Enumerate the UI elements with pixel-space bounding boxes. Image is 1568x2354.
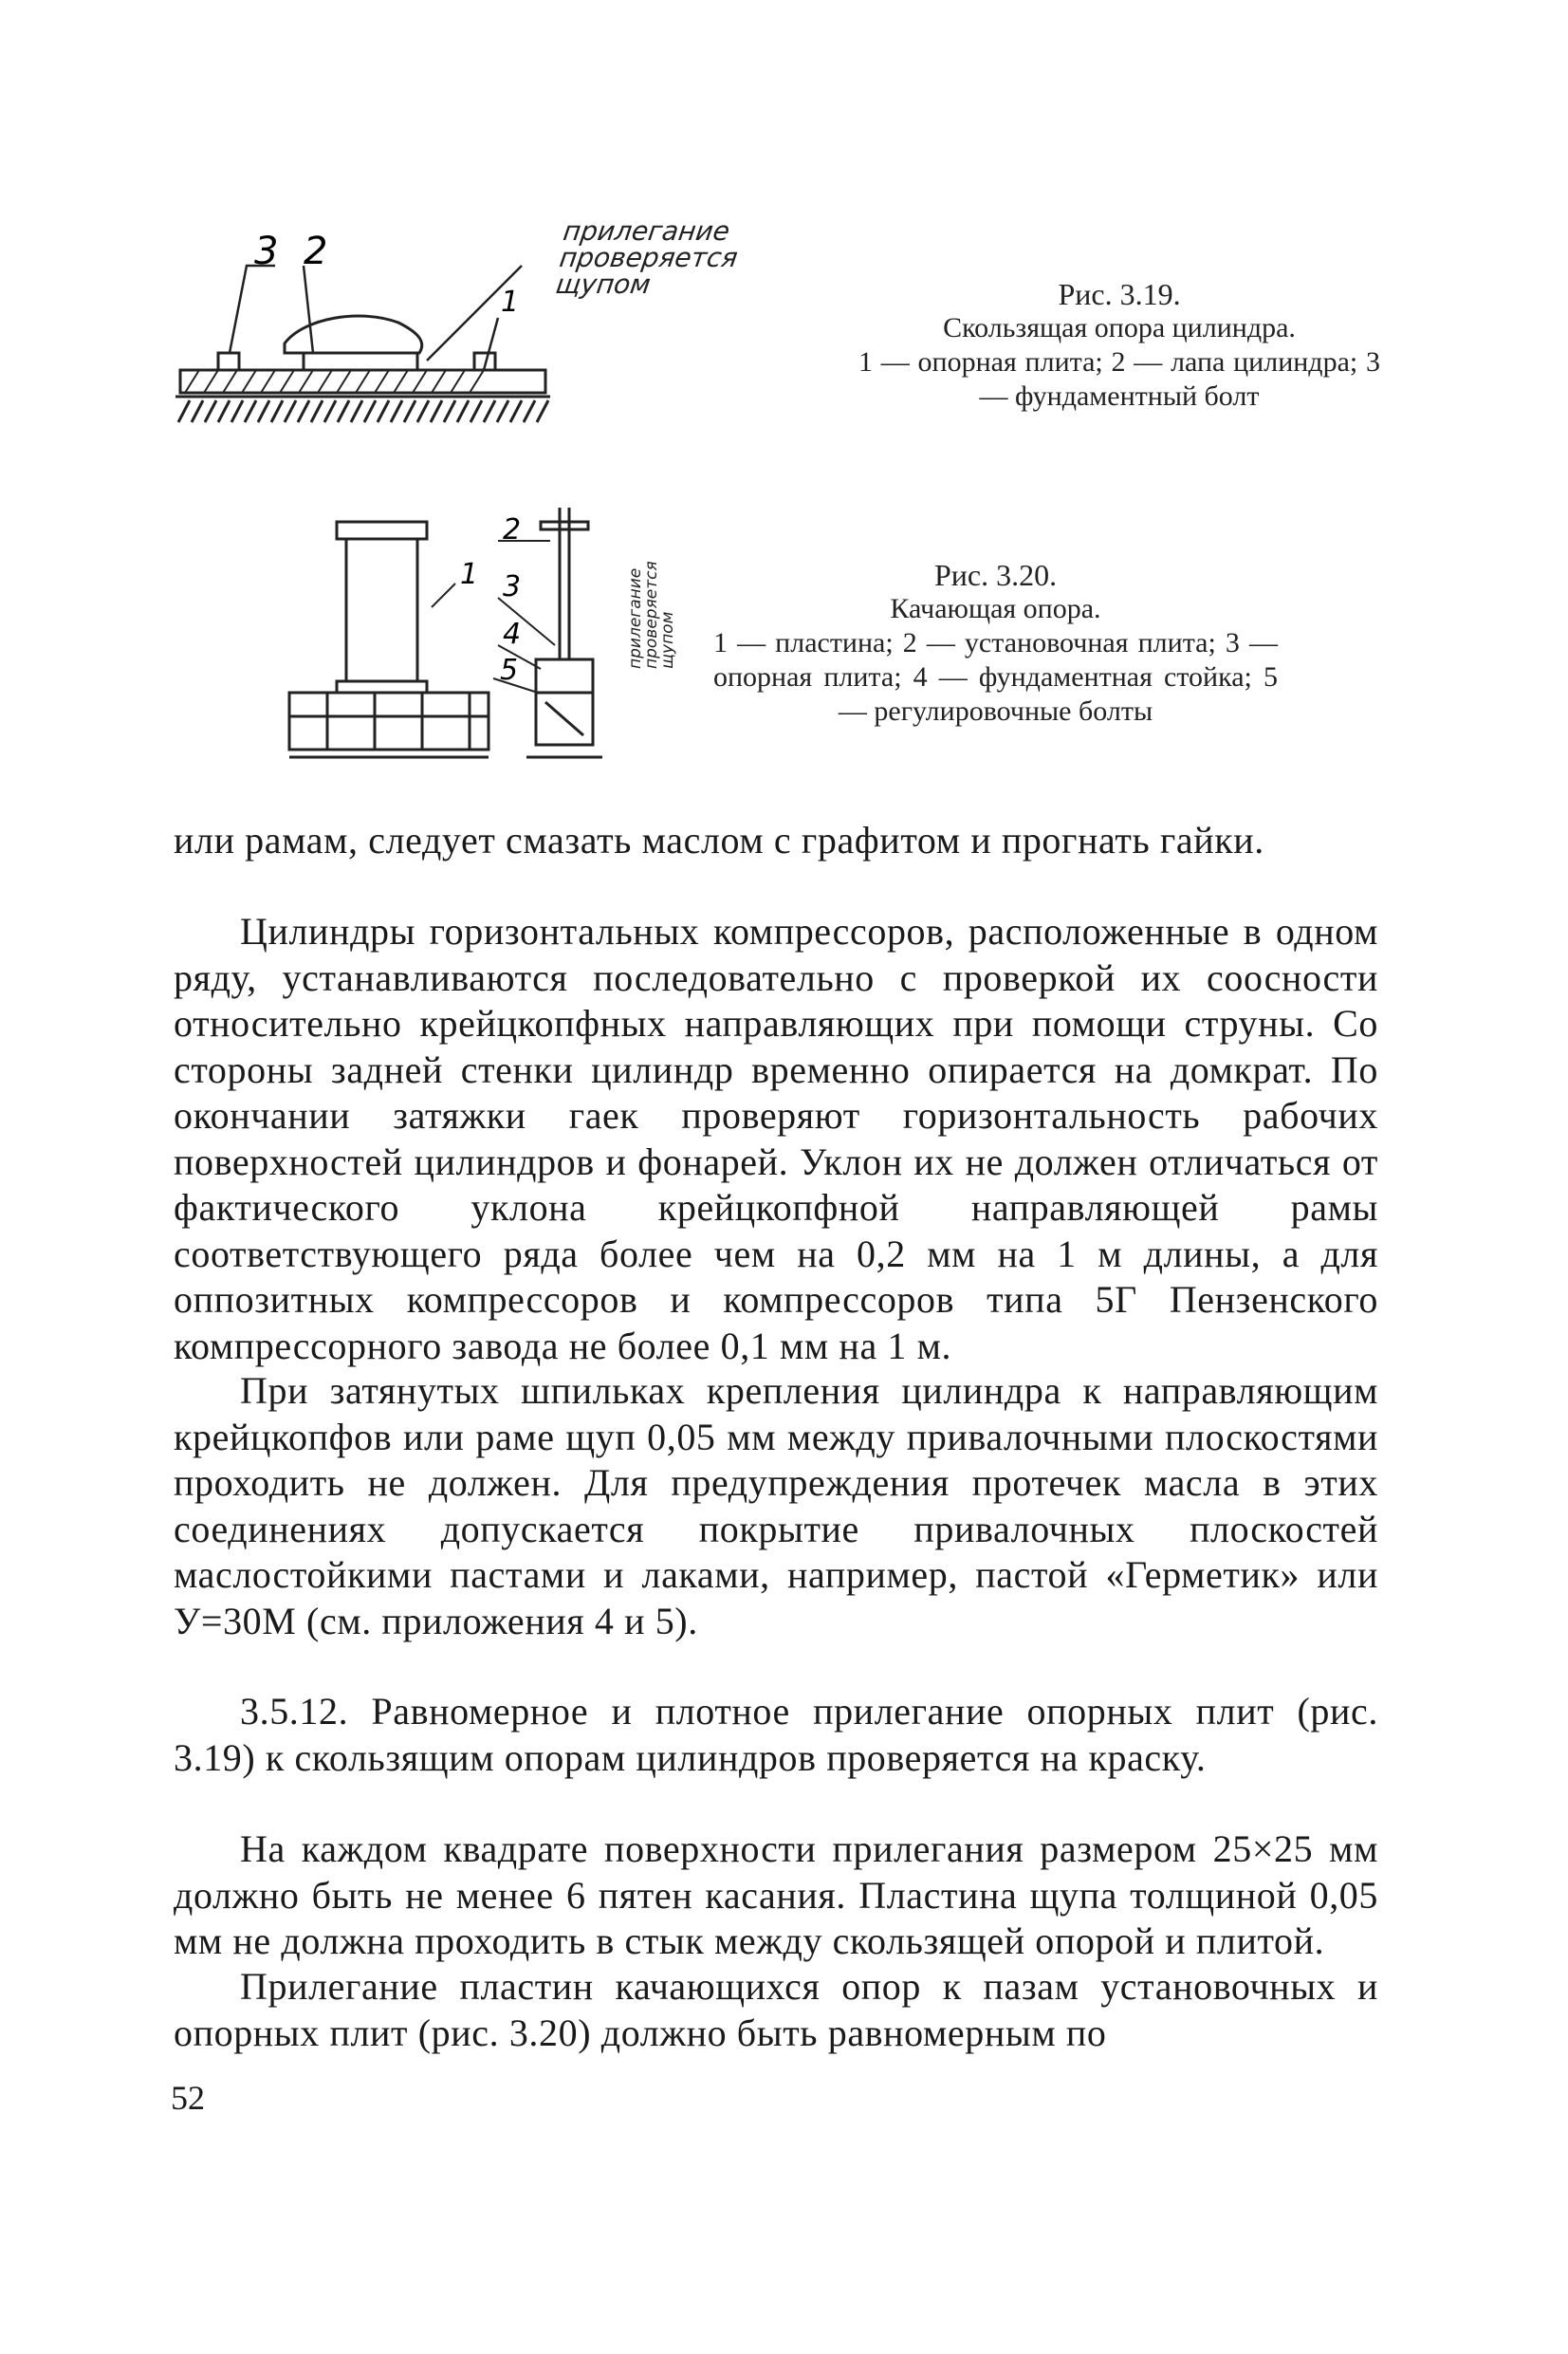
fig320-note-line3: щупом: [658, 611, 677, 669]
paragraph-2: Цилиндры горизонтальных компрессоров, расположенные в одном ряду, устанавливаются последовательно с проверкой их соосности относительно крейцкопфных направляющих при помощи струны. Со стороны задней стенки цилиндр временно опирается на домкрат. По окончании затяжки гаек проверяют горизонтальность рабочих поверхностей цилиндров и фонарей. Уклон их не должен отличаться от фактического уклона крейцкопфной направляющей рамы соответствующего ряда более чем на 0,2 мм на 1 м длины, а для оппозитных компрессоров и компрессоров типа 5Г Пензенского компрессорного завода не более 0,1 мм на 1 м.: [174, 910, 1378, 1367]
figure-3-19-title: Скользящая опора цилиндра.: [943, 312, 1296, 343]
page-number: 52: [171, 2079, 205, 2117]
fig319-label-1: 1: [501, 286, 520, 319]
figure-3-19-drawing: [171, 228, 569, 427]
figure-3-19-number: Рис. 3.19.: [1058, 277, 1181, 311]
fig320-label-1: 1: [460, 558, 479, 591]
paragraph-1: или рамам, следует смазать маслом с графитом и прогнать гайки.: [174, 819, 1264, 862]
fig319-note-line2: проверяется: [557, 242, 740, 273]
figure-3-19-caption: [858, 277, 1380, 414]
figure-3-20-number: Рис. 3.20.: [933, 558, 1058, 592]
paragraph-4: 3.5.12. Равномерное и плотное прилегание опорных плит (рис. 3.19) к скользящим опорам цилиндров проверяется на краску.: [174, 1690, 1378, 1779]
paragraph-3: При затянутых шпильках крепления цилиндра к направляющим крейцкопфов или раме щуп 0,05 мм между привалочными плоскостями проходить не должен. Для предупреждения протечек масла в этих соединениях допускается покрытие привалочных плоскостей маслостойкими пастами и лаками, например, пастой «Герметик» или У=30М (см. приложения 4 и 5).: [174, 1369, 1378, 1642]
paragraph-6: Прилегание пластин качающихся опор к пазам установочных и опорных плит (рис. 3.20) должно быть равномерным по: [174, 1965, 1378, 2054]
fig319-label-3: 3: [254, 230, 279, 273]
fig320-note-line1: прилегание: [626, 567, 645, 669]
figure-3-20-title: Качающая опора.: [890, 593, 1101, 624]
fig320-label-4: 4: [503, 618, 522, 651]
fig320-label-3: 3: [503, 570, 522, 603]
fig320-label-5: 5: [500, 654, 519, 687]
fig319-label-2: 2: [304, 230, 328, 273]
fig320-note: [581, 503, 675, 674]
fig319-note: [553, 215, 743, 300]
fig319-note-line3: щупом: [553, 269, 653, 300]
figure-3-19-legend: 1 — опорная плита; 2 — лапа цилиндра; 3 — фундаментный болт: [858, 346, 1380, 412]
figure-3-20-caption: [713, 558, 1278, 729]
fig320-note-line2: проверяется: [642, 561, 661, 669]
fig320-label-2: 2: [503, 513, 522, 547]
figure-3-20-legend: 1 — пластина; 2 — установочная плита; 3 — опорная плита; 4 — фундаментная стойка; 5 — регулировочные болты: [713, 627, 1278, 727]
paragraph-5: На каждом квадрате поверхности прилегания размером 25×25 мм должно быть не менее 6 пятен касания. Пластина щупа толщиной 0,05 мм не должна проходить в стык между скользящей опорой и плитой.: [174, 1827, 1378, 1962]
fig319-note-line1: прилегание: [561, 215, 732, 247]
